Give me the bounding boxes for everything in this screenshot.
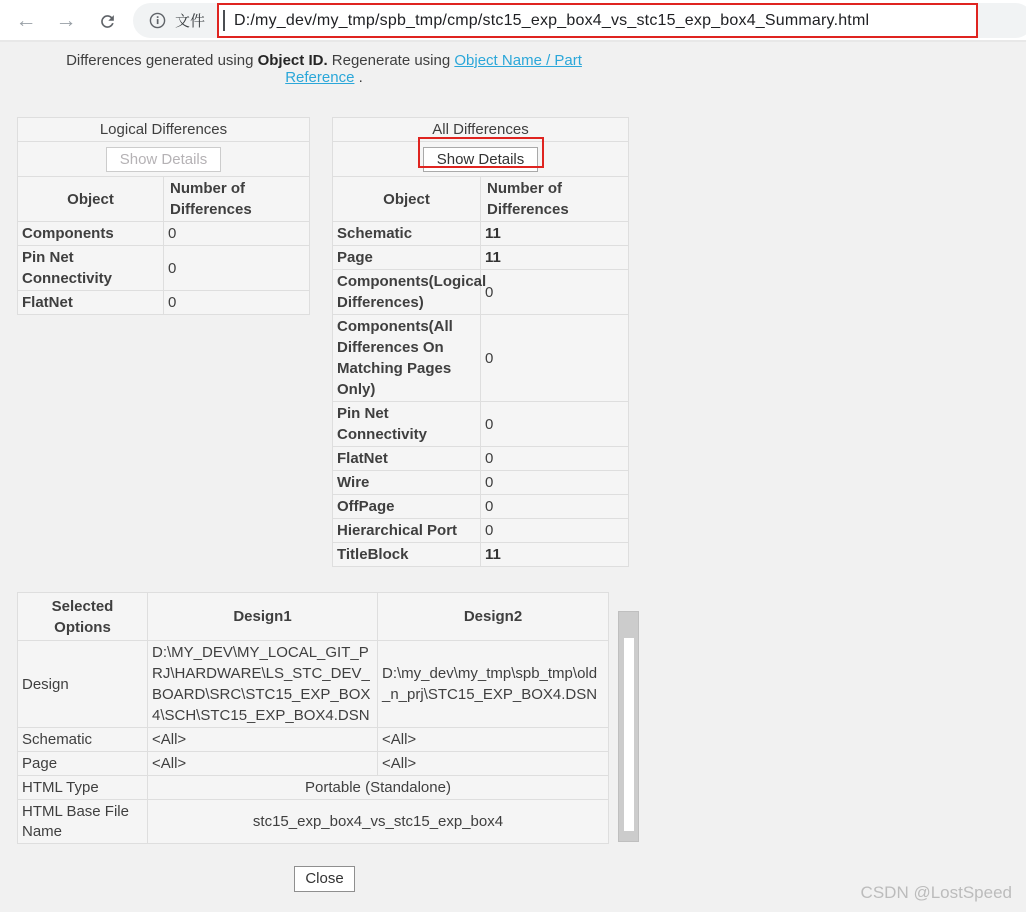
all-row-value: 0 bbox=[481, 471, 629, 495]
close-button[interactable]: Close bbox=[294, 866, 355, 892]
all-differences-title: All Differences bbox=[333, 118, 629, 142]
all-row-label: Wire bbox=[333, 471, 481, 495]
options-scrollbar-track[interactable] bbox=[618, 611, 639, 842]
all-row-value: 11 bbox=[481, 222, 629, 246]
info-icon[interactable] bbox=[149, 12, 166, 29]
note-bold-object-id: Object ID. bbox=[257, 52, 328, 69]
all-row-value: 0 bbox=[481, 447, 629, 471]
option-label-page: Page bbox=[18, 752, 148, 776]
logical-row-value: 0 bbox=[164, 291, 310, 315]
table-row bbox=[18, 752, 609, 776]
note-text-after: . bbox=[354, 69, 363, 86]
report-page bbox=[0, 42, 1026, 912]
html-type-value: Portable (Standalone) bbox=[148, 776, 609, 800]
table-row bbox=[18, 776, 609, 800]
table-row bbox=[18, 291, 310, 315]
html-base-file-value: stc15_exp_box4_vs_stc15_exp_box4 bbox=[148, 800, 609, 844]
all-row-label: OffPage bbox=[333, 495, 481, 519]
all-row-value: 0 bbox=[481, 519, 629, 543]
logical-differences-title: Logical Differences bbox=[18, 118, 310, 142]
table-row bbox=[333, 246, 629, 270]
all-col-differences: Number of Differences bbox=[481, 177, 629, 222]
all-row-label: TitleBlock bbox=[333, 543, 481, 567]
url-field-highlight[interactable] bbox=[217, 3, 978, 38]
all-row-value: 0 bbox=[481, 495, 629, 519]
all-row-value: 0 bbox=[481, 402, 629, 447]
all-row-value: 0 bbox=[481, 270, 629, 315]
table-row bbox=[333, 315, 629, 402]
regenerate-link[interactable]: Object Name / Part Reference bbox=[285, 52, 582, 86]
all-row-label: Pin Net Connectivity bbox=[333, 402, 481, 447]
table-row bbox=[333, 270, 629, 315]
table-row bbox=[333, 543, 629, 567]
regenerate-note bbox=[39, 52, 609, 86]
design2-path: D:\my_dev\my_tmp\spb_tmp\old_n_prj\STC15_EXP_BOX4.DSN bbox=[378, 641, 609, 728]
note-text-before: Differences generated using bbox=[66, 52, 258, 69]
table-row bbox=[333, 402, 629, 447]
all-row-value: 11 bbox=[481, 246, 629, 270]
table-row bbox=[333, 495, 629, 519]
logical-row-label: Pin Net Connectivity bbox=[18, 246, 164, 291]
chip-separator bbox=[223, 10, 225, 31]
note-text-middle: Regenerate using bbox=[327, 52, 455, 69]
logical-row-value: 0 bbox=[164, 246, 310, 291]
logical-show-details-cell bbox=[18, 142, 310, 177]
all-col-object: Object bbox=[333, 177, 481, 222]
table-row bbox=[333, 447, 629, 471]
all-row-value: 11 bbox=[481, 543, 629, 567]
option-label-design: Design bbox=[18, 641, 148, 728]
refresh-icon[interactable] bbox=[92, 6, 122, 36]
all-row-value: 0 bbox=[481, 315, 629, 402]
all-row-label: Page bbox=[333, 246, 481, 270]
page-design1-value: <All> bbox=[148, 752, 378, 776]
table-row bbox=[333, 519, 629, 543]
page-design2-value: <All> bbox=[378, 752, 609, 776]
all-row-label: FlatNet bbox=[333, 447, 481, 471]
options-col-design1: Design1 bbox=[148, 593, 378, 641]
file-scheme-label: 文件 bbox=[175, 13, 206, 30]
all-show-details-button[interactable]: Show Details bbox=[423, 147, 539, 172]
logical-row-value: 0 bbox=[164, 222, 310, 246]
options-scrollbar-thumb[interactable] bbox=[624, 638, 634, 831]
options-col-design2: Design2 bbox=[378, 593, 609, 641]
table-row bbox=[18, 246, 310, 291]
browser-toolbar bbox=[0, 0, 1026, 42]
option-label-html-type: HTML Type bbox=[18, 776, 148, 800]
logical-differences-table bbox=[17, 117, 310, 315]
url-text: D:/my_dev/my_tmp/spb_tmp/cmp/stc15_exp_box4_vs_stc15_exp_box4_Summary.html bbox=[234, 11, 870, 29]
logical-show-details-button: Show Details bbox=[106, 147, 222, 172]
all-row-label: Schematic bbox=[333, 222, 481, 246]
csdn-watermark: CSDN @LostSpeed bbox=[860, 883, 1012, 902]
back-icon[interactable]: ← bbox=[15, 9, 37, 32]
options-col-selected: Selected Options bbox=[18, 593, 148, 641]
table-row bbox=[18, 641, 609, 728]
all-row-label: Hierarchical Port bbox=[333, 519, 481, 543]
logical-col-object: Object bbox=[18, 177, 164, 222]
table-row bbox=[18, 222, 310, 246]
option-label-schematic: Schematic bbox=[18, 728, 148, 752]
schematic-design1-value: <All> bbox=[148, 728, 378, 752]
table-row bbox=[18, 728, 609, 752]
table-row bbox=[333, 222, 629, 246]
table-row bbox=[18, 800, 609, 844]
all-row-label: Components(Logical Differences) bbox=[333, 270, 481, 315]
design1-path: D:\MY_DEV\MY_LOCAL_GIT_PRJ\HARDWARE\LS_STC_DEV_BOARD\SRC\STC15_EXP_BOX4\SCH\STC15_EXP_BOX4.DSN bbox=[148, 641, 378, 728]
all-row-label: Components(All Differences On Matching Pages Only) bbox=[333, 315, 481, 402]
logical-row-label: FlatNet bbox=[18, 291, 164, 315]
forward-icon[interactable]: → bbox=[55, 9, 77, 32]
all-differences-table bbox=[332, 117, 629, 567]
all-show-details-cell bbox=[333, 142, 629, 177]
option-label-html-base: HTML Base File Name bbox=[18, 800, 148, 844]
logical-col-differences: Number of Differences bbox=[164, 177, 310, 222]
selected-options-table bbox=[17, 592, 609, 844]
logical-row-label: Components bbox=[18, 222, 164, 246]
schematic-design2-value: <All> bbox=[378, 728, 609, 752]
table-row bbox=[333, 471, 629, 495]
